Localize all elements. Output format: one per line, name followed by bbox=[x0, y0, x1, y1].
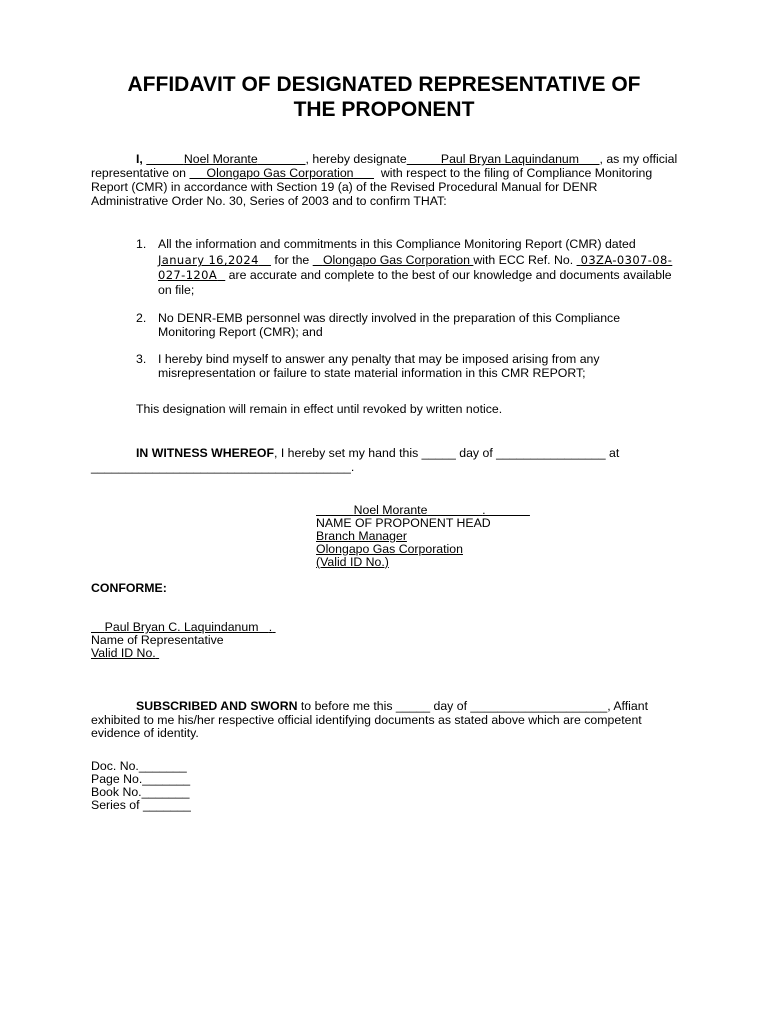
item-1-company-blank: Olongapo Gas Corporation bbox=[322, 253, 470, 267]
item-1-line-2 bbox=[158, 254, 672, 268]
ecc-ref-no-part-1: 03ZA-0307-08- bbox=[580, 253, 673, 267]
intro-rep-on: representative on bbox=[91, 166, 187, 180]
sworn-line-1 bbox=[136, 700, 677, 714]
company-blank: Olongapo Gas Corporation bbox=[206, 166, 354, 180]
representative-label: Name of Representative bbox=[91, 633, 224, 647]
intro-official: , as my official bbox=[599, 152, 678, 166]
representative-name: Paul Bryan C. Laquindanum bbox=[104, 620, 259, 634]
proponent-name-blank: Noel Morante bbox=[183, 152, 258, 166]
proponent-valid-id: (Valid ID No.) bbox=[316, 555, 389, 569]
intro-line-4: Administrative Order No. 30, Series of 2003 and to confirm THAT: bbox=[91, 194, 447, 208]
intro-rest-line-2: with respect to the filing of Compliance Monitoring bbox=[380, 166, 653, 180]
notary-page-no: Page No._______ bbox=[91, 772, 191, 786]
proponent-signature-name: Noel Morante bbox=[353, 503, 428, 517]
notary-book-no: Book No._______ bbox=[91, 785, 190, 799]
item-2-number: 2. bbox=[136, 311, 147, 325]
proponent-position: Branch Manager bbox=[316, 529, 407, 543]
notary-series-of: Series of _______ bbox=[91, 798, 191, 812]
designation-note: This designation will remain in effect until revoked by written notice. bbox=[136, 402, 503, 416]
title-line-1: AFFIDAVIT OF DESIGNATED REPRESENTATIVE OF bbox=[127, 73, 641, 96]
sworn-bold: SUBSCRIBED AND SWORN bbox=[136, 699, 298, 713]
sworn-rest: to before me this _____ day of ____________________, Affiant bbox=[300, 699, 648, 713]
item-1-line-3-text: are accurate and complete to the best of our knowledge and documents available bbox=[228, 268, 672, 282]
intro-line-2 bbox=[91, 167, 652, 181]
witness-bold: IN WITNESS WHEREOF bbox=[136, 446, 274, 460]
item-1-line-4: on file; bbox=[158, 283, 195, 297]
intro-line-1 bbox=[136, 153, 677, 167]
witness-line-1 bbox=[136, 447, 677, 461]
item-2-line-1: No DENR-EMB personnel was directly involved in the preparation of this Compliance bbox=[158, 311, 621, 325]
item-1-for-the: for the bbox=[274, 253, 310, 267]
signature-dot: . bbox=[482, 503, 486, 517]
item-1-line-3 bbox=[158, 269, 672, 283]
document-title bbox=[60, 72, 708, 122]
item-1-line-1: All the information and commitments in this Compliance Monitoring Report (CMR) dated bbox=[158, 237, 636, 251]
intro-hereby: , hereby designate bbox=[305, 152, 407, 166]
sworn-line-2: exhibited to me his/her respective official identifying documents as stated above which are competent bbox=[91, 713, 642, 727]
conforme-heading: CONFORME: bbox=[91, 581, 167, 595]
sworn-line-3: evidence of identity. bbox=[91, 726, 199, 740]
notary-doc-no: Doc. No._______ bbox=[91, 759, 187, 773]
intro-i: I, bbox=[136, 152, 143, 166]
witness-line-2: ______________________________________. bbox=[91, 460, 355, 474]
representative-valid-id: Valid ID No. bbox=[91, 646, 156, 660]
item-3-line-1: I hereby bind myself to answer any penalty that may be imposed arising from any bbox=[158, 352, 600, 366]
intro-line-3: Report (CMR) in accordance with Section 19 (a) of the Revised Procedural Manual for DENR bbox=[91, 180, 598, 194]
witness-rest: , I hereby set my hand this _____ day of ________________ at bbox=[274, 446, 620, 460]
representative-name-blank: Paul Bryan Laquindanum bbox=[440, 152, 579, 166]
item-1-with-ecc: with ECC Ref. No. bbox=[473, 253, 574, 267]
proponent-head-label: NAME OF PROPONENT HEAD bbox=[316, 516, 491, 530]
ecc-ref-no-part-2: 027-120A bbox=[158, 268, 218, 282]
item-3-number: 3. bbox=[136, 352, 147, 366]
item-1-number: 1. bbox=[136, 237, 147, 251]
item-3-line-2: misrepresentation or failure to state material information in this CMR REPORT; bbox=[158, 366, 586, 380]
representative-dot: . bbox=[268, 620, 273, 634]
cmr-date: January 16,2024 bbox=[158, 253, 259, 267]
proponent-company: Olongapo Gas Corporation bbox=[316, 542, 463, 556]
title-line-2: THE PROPONENT bbox=[293, 98, 475, 121]
item-2-line-2: Monitoring Report (CMR); and bbox=[158, 325, 323, 339]
